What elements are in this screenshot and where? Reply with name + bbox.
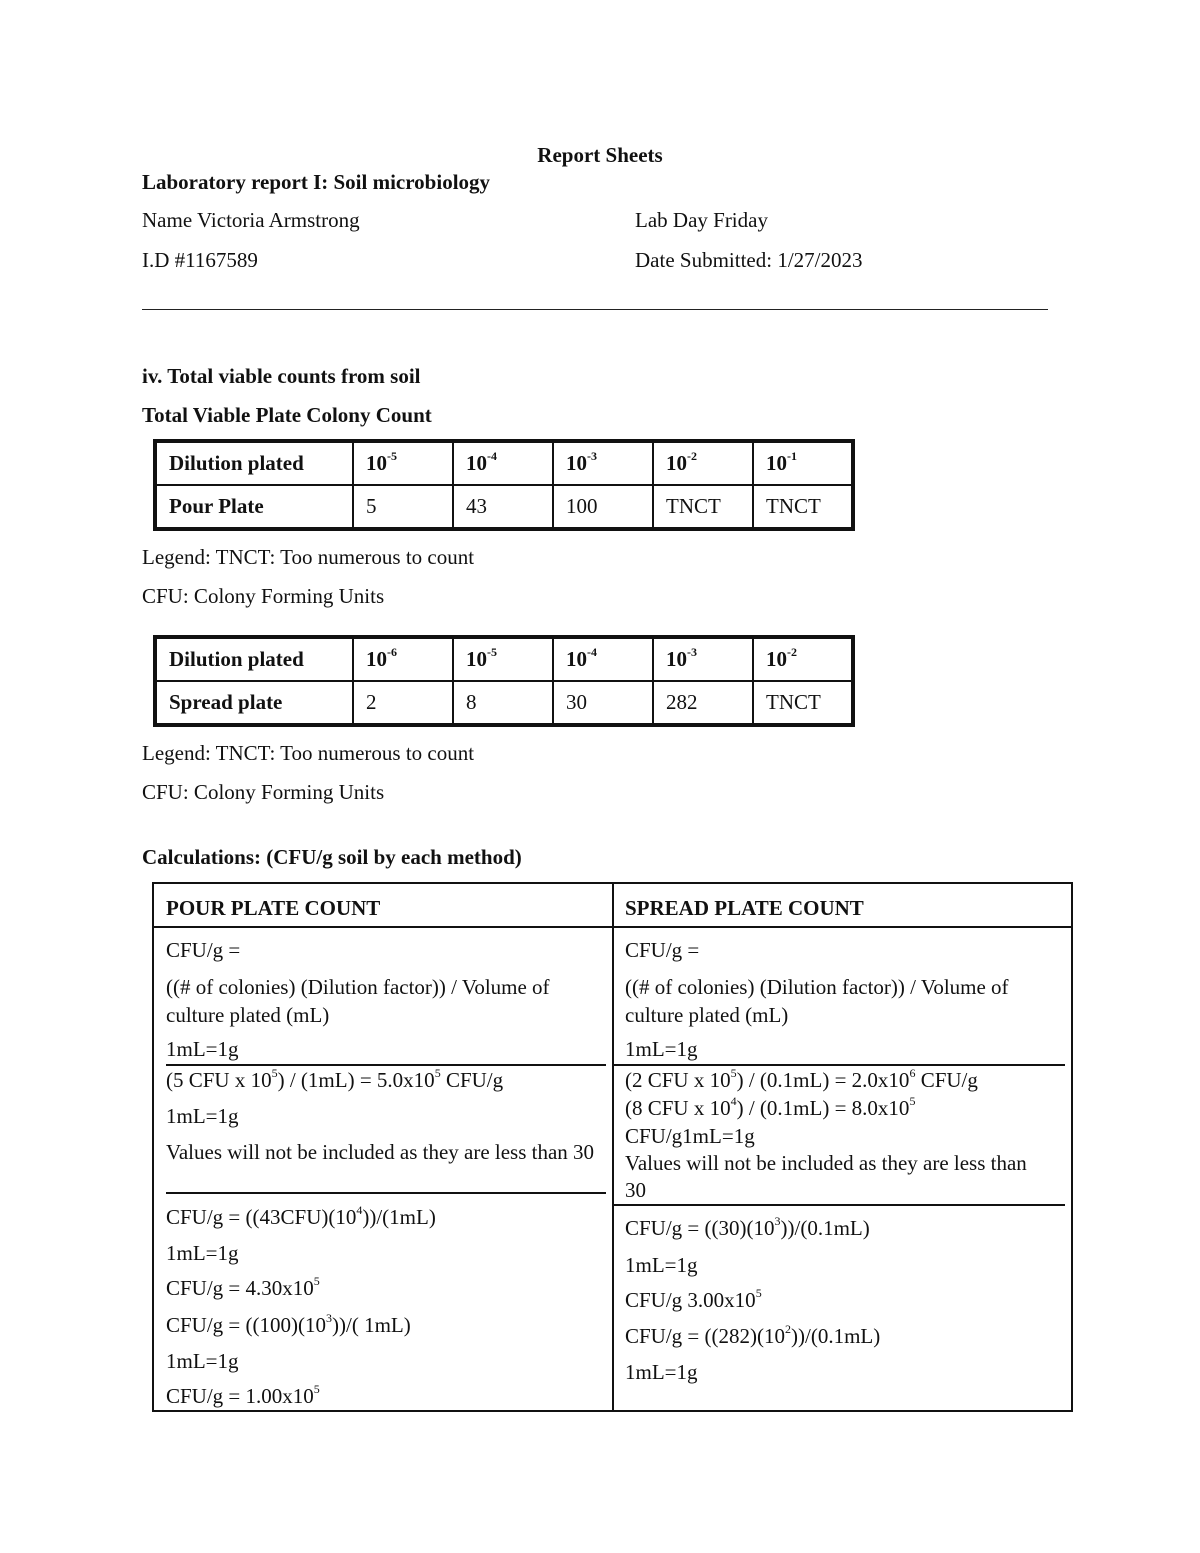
count-cell: TNCT <box>753 681 853 725</box>
row-label-cell: Pour Plate <box>155 485 353 529</box>
assumption-text: 1mL=1g <box>625 1037 698 1061</box>
assumption-text: 1mL=1g <box>166 1037 239 1061</box>
formula-label: CFU/g = <box>166 938 241 962</box>
dilution-cell: $10^{-2}$ <box>653 441 753 485</box>
table-row <box>155 441 853 485</box>
calculations-title: Calculations: (CFU/g soil by each method) <box>142 845 522 869</box>
lab-day: Lab Day Friday <box>635 208 768 232</box>
calculation-line: (2 CFU x $10^5) / (0.1mL) = 2.0x10^6$ CFU/g <box>625 1066 978 1092</box>
header-divider <box>142 309 1048 310</box>
dilution-cell: $10^{-1}$ <box>753 441 853 485</box>
cfu-definition: CFU: Colony Forming Units <box>142 584 385 608</box>
calculation-line: $CFU/g = ((100)(10^3))/$( 1mL) <box>166 1311 411 1337</box>
lab-report-title: Laboratory report I: Soil microbiology <box>142 170 491 194</box>
calculation-line: $CFU/g = ((43CFU)(10^4))/(1mL)$ <box>166 1203 436 1229</box>
calculation-line: (8 CFU x $10^4) / (0.1mL) = 8.0x10^5$ <box>625 1094 916 1120</box>
calculation-line: $CFU/g = ((282)(10^2))/(0.1mL)$ <box>625 1322 881 1348</box>
dilution-cell: $10^{-4}$ <box>553 637 653 681</box>
table-header-cell: Dilution plated <box>155 637 353 681</box>
assumption-text: 1mL=1g <box>166 1104 239 1128</box>
excluded-note: Values will not be included as they are less than 30 <box>625 1151 1027 1202</box>
count-cell: 43 <box>453 485 553 529</box>
date-submitted: Date Submitted: 1/27/2023 <box>635 248 863 272</box>
document-title: Report Sheets <box>537 143 663 167</box>
table-row <box>155 681 853 725</box>
dilution-cell: $10^{-2}$ <box>753 637 853 681</box>
calculation-line: CFU/g1mL=1g <box>625 1124 755 1148</box>
row-divider <box>166 1064 606 1066</box>
count-cell: TNCT <box>753 485 853 529</box>
assumption-text: 1mL=1g <box>625 1253 698 1277</box>
pour-plate-table <box>153 439 855 531</box>
cfu-definition: CFU: Colony Forming Units <box>142 780 385 804</box>
count-cell: 30 <box>553 681 653 725</box>
dilution-cell: $10^{-5}$ <box>353 441 453 485</box>
count-cell: TNCT <box>653 485 753 529</box>
excluded-note: Values will not be included as they are less than 30 <box>166 1140 595 1164</box>
calculation-line: (5 CFU x $10^5) / (1mL) = 5.0x10^5$ CFU/g <box>166 1066 504 1092</box>
spread-plate-table <box>153 635 855 727</box>
table-header-cell: Dilution plated <box>155 441 353 485</box>
spread-column-header: SPREAD PLATE COUNT <box>625 896 864 920</box>
count-cell: 282 <box>653 681 753 725</box>
dilution-cell: $10^{-6}$ <box>353 637 453 681</box>
section-heading: iv. Total viable counts from soil <box>142 364 421 388</box>
assumption-text: 1mL=1g <box>166 1241 239 1265</box>
formula-label: CFU/g = <box>625 938 700 962</box>
column-divider <box>612 884 614 1410</box>
count-cell: 2 <box>353 681 453 725</box>
row-label-cell: Spread plate <box>155 681 353 725</box>
dilution-cell: $10^{-5}$ <box>453 637 553 681</box>
legend-text: Legend: TNCT: Too numerous to count <box>142 741 475 765</box>
student-id: I.D #1167589 <box>142 248 258 272</box>
assumption-text: 1mL=1g <box>625 1360 698 1384</box>
row-divider <box>166 1192 606 1194</box>
student-name: Name Victoria Armstrong <box>142 208 360 232</box>
assumption-text: 1mL=1g <box>166 1349 239 1373</box>
header-divider <box>154 926 1071 928</box>
table-row <box>155 637 853 681</box>
formula-text: ((# of colonies) (Dilution factor)) / Volume of culture plated (mL) <box>625 975 1009 1027</box>
dilution-cell: $10^{-4}$ <box>453 441 553 485</box>
result-line: CFU/g $3.00x10^5$ <box>625 1286 762 1312</box>
section-subheading: Total Viable Plate Colony Count <box>142 403 432 427</box>
table-row <box>155 485 853 529</box>
calculation-line: $CFU/g = ((30)(10^3))/(0.1mL)$ <box>625 1214 870 1240</box>
calculations-table <box>152 882 1073 1412</box>
row-divider <box>613 1064 1065 1066</box>
dilution-cell: $10^{-3}$ <box>653 637 753 681</box>
count-cell: 8 <box>453 681 553 725</box>
result-line: $CFU/g = 1.00x10^5$ <box>166 1382 320 1408</box>
count-cell: 5 <box>353 485 453 529</box>
legend-text: Legend: TNCT: Too numerous to count <box>142 545 475 569</box>
pour-column-header: POUR PLATE COUNT <box>166 896 381 920</box>
result-line: $CFU/g = 4.30x10^5$ <box>166 1274 320 1300</box>
row-divider <box>613 1204 1065 1206</box>
formula-text: ((# of colonies) (Dilution factor)) / Volume of culture plated (mL) <box>166 975 550 1027</box>
count-cell: 100 <box>553 485 653 529</box>
dilution-cell: $10^{-3}$ <box>553 441 653 485</box>
